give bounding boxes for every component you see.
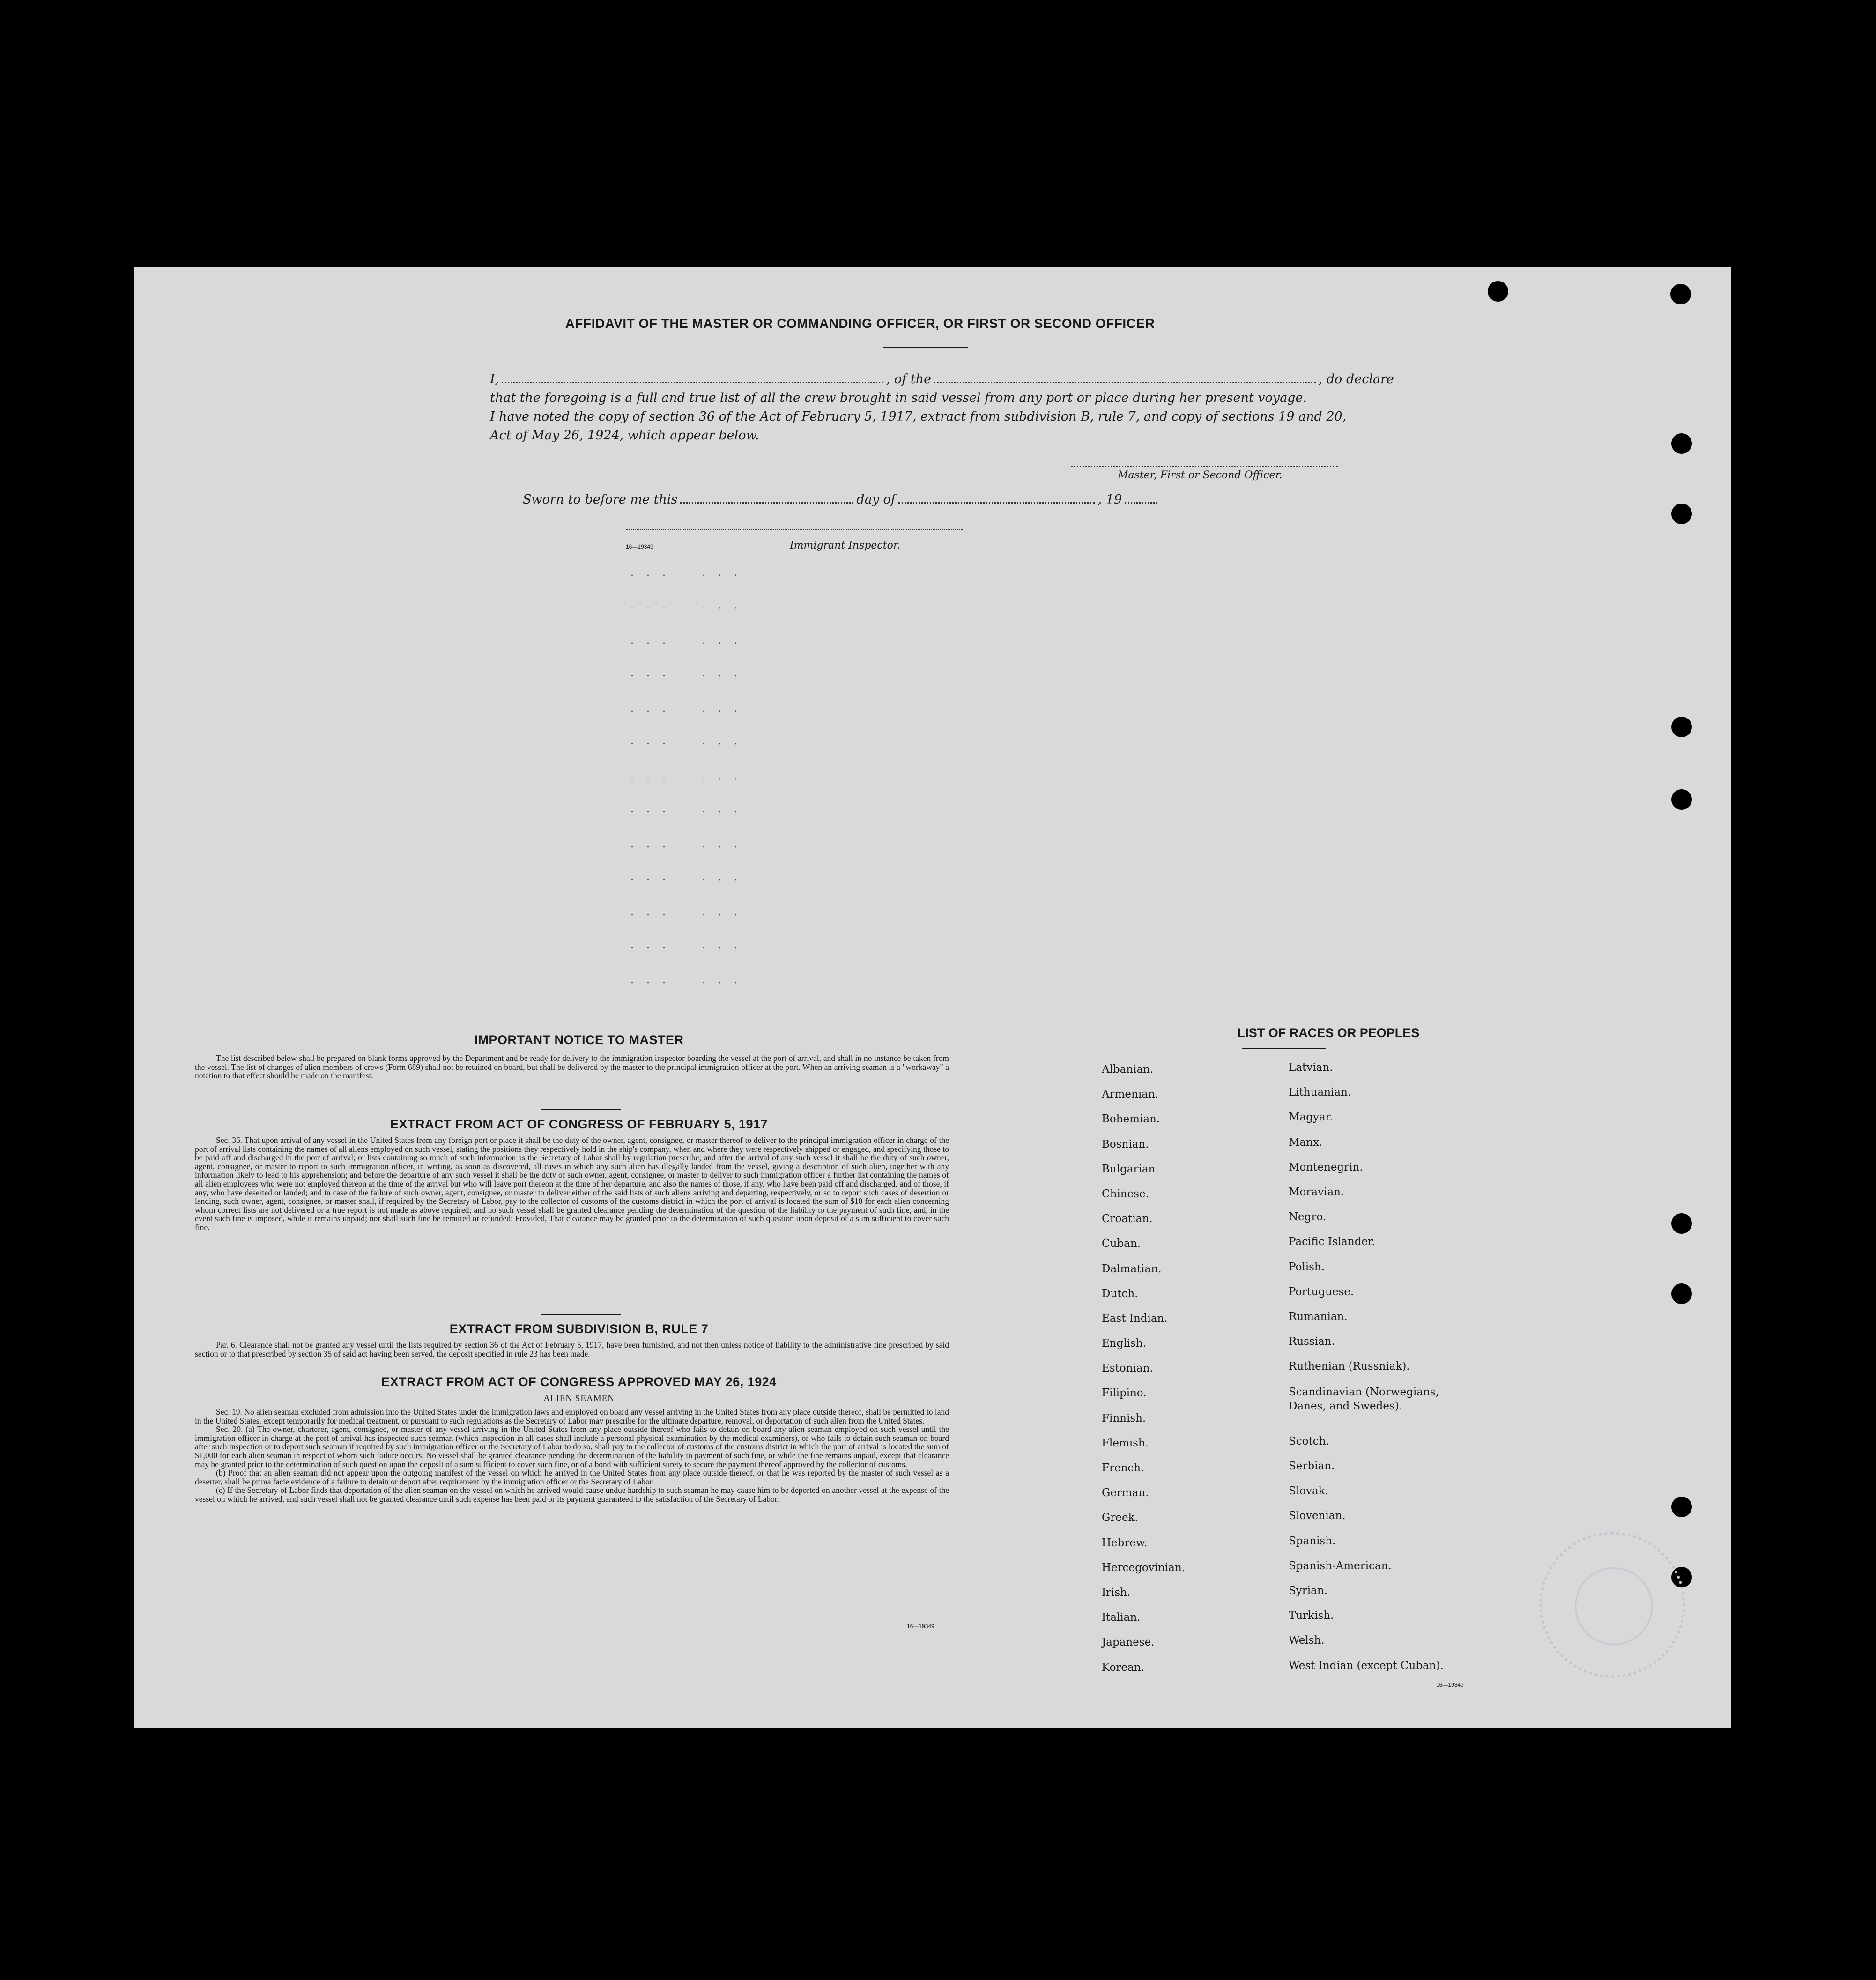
- sec-19-paragraph: Sec. 19. No alien seaman excluded from admission into the United States under the immigration laws and employed on board any vessel arriving in the United States from any place outside thereof, shall be permitted to land in the United States, except temporarily for medical treatment, or pursuant to such regulations as the Secretary of Labor may prescribe for the ultimate departure, removal, or deportation of such alien from the United States.: [195, 1407, 949, 1425]
- document-sheet: [134, 267, 1731, 1728]
- race-item: Korean.: [1102, 1661, 1144, 1674]
- sec-20b-paragraph: (b) Proof that an alien seaman did not appear upon the outgoing manifest of the vessel on which he arrived in the United States from any place outside thereof, or that he was reported by the master of such vessel as a deserter, shall be prima facie evidence of a failure to detain or deport after requirement by the immigration officer or the Secretary of Labor.: [195, 1468, 949, 1486]
- race-item: Syrian.: [1289, 1584, 1327, 1597]
- extract-1917-title: EXTRACT FROM ACT OF CONGRESS OF FEBRUARY 5, 1917: [390, 1117, 768, 1131]
- race-item: Bosnian.: [1102, 1138, 1149, 1150]
- race-item: Hercegovinian.: [1102, 1561, 1186, 1574]
- race-item: Irish.: [1102, 1586, 1131, 1599]
- decl-line-3: I have noted the copy of section 36 of the Act of February 5, 1917, extract from subdivision B, rule 7, and copy of sections 19 and 20,: [490, 409, 1347, 424]
- race-item: Negro.: [1289, 1211, 1327, 1224]
- dot-column: . . . . . .: [630, 838, 742, 850]
- race-item: Magyar.: [1289, 1111, 1333, 1124]
- race-item: Dutch.: [1102, 1287, 1138, 1300]
- punch-hole: [1671, 433, 1692, 454]
- affidavit-declaration: [490, 370, 1394, 445]
- race-item: Scandinavian (Norwegians, Danes, and Swedes).: [1289, 1386, 1439, 1413]
- par-6-paragraph: Par. 6. Clearance shall not be granted any vessel until the lists required by section 36 of the Act of February 5, 1917, have been furnished, and not then unless notice of liability to the administrative fine prescribed by said section or to that prescribed by section 35 of said act having been served, the deposit specified in rule 23 has been made.: [195, 1340, 949, 1358]
- race-item: Croatian.: [1102, 1213, 1153, 1225]
- dot-column: . . . . . .: [630, 906, 742, 918]
- sworn-month-blank: [898, 491, 1095, 504]
- race-item: Estonian.: [1102, 1362, 1153, 1375]
- vessel-blank: [934, 371, 1316, 383]
- sworn-year: , 19: [1097, 492, 1122, 507]
- decl-of: , of the: [886, 372, 932, 386]
- sec-20c-paragraph: (c) If the Secretary of Labor finds that deportation of the alien seaman on the vessel on which he arrived would cause undue hardship to such seaman he may cause him to be deported on another vessel at the expense of the vessel on which he arrived, and such vessel shall not be granted clearance until such expense has been paid or its payment guaranteed to the satisfaction of the Secretary of Labor.: [195, 1485, 949, 1504]
- race-item: Welsh.: [1289, 1634, 1325, 1647]
- race-item: Latvian.: [1289, 1061, 1333, 1074]
- extract-rule7-title: EXTRACT FROM SUBDIVISION B, RULE 7: [449, 1322, 709, 1336]
- sworn-line: [523, 491, 1179, 507]
- race-item: Rumanian.: [1289, 1310, 1348, 1323]
- extract-rule7-text: [195, 1341, 949, 1358]
- race-item: Scotch.: [1289, 1435, 1329, 1447]
- affidavit-title: AFFIDAVIT OF THE MASTER OR COMMANDING OFFICER, OR FIRST OR SECOND OFFICER: [565, 316, 1155, 331]
- decl-line-2: that the foregoing is a full and true list of all the crew brought in said vessel from any port or place during her present voyage.: [490, 391, 1307, 405]
- race-item: Italian.: [1102, 1611, 1141, 1624]
- race-item: Greek.: [1102, 1512, 1138, 1524]
- dot-column: . . . . . .: [630, 635, 742, 646]
- race-item: Cuban.: [1102, 1238, 1141, 1250]
- race-item: Slovenian.: [1289, 1510, 1346, 1522]
- embossed-seal: [1539, 1532, 1685, 1678]
- race-item: Manx.: [1289, 1136, 1323, 1149]
- race-item: German.: [1102, 1487, 1149, 1499]
- race-item: Moravian.: [1289, 1186, 1344, 1198]
- form-number: 16—19349: [907, 1623, 934, 1630]
- dot-column: . . . . . .: [630, 735, 742, 747]
- inspector-label: Immigrant Inspector.: [790, 540, 900, 551]
- punch-hole: [1670, 284, 1691, 304]
- dot-column: . . . . . .: [630, 939, 742, 951]
- form-number: 16—19349: [626, 543, 653, 550]
- race-item: Filipino.: [1102, 1387, 1147, 1400]
- inspector-line: [626, 529, 963, 530]
- punch-hole: [1671, 789, 1692, 810]
- race-item: Pacific Islander.: [1289, 1236, 1375, 1248]
- race-item: Polish.: [1289, 1261, 1325, 1273]
- punch-hole: [1671, 504, 1692, 524]
- race-item: Russian.: [1289, 1335, 1335, 1348]
- divider: [541, 1109, 621, 1110]
- race-item: Bulgarian.: [1102, 1163, 1159, 1175]
- race-item: Portuguese.: [1289, 1285, 1354, 1298]
- dot-column: . . . . . .: [630, 567, 742, 578]
- punch-hole: [1671, 717, 1692, 737]
- decl-line-4: Act of May 26, 1924, which appear below.: [490, 428, 759, 443]
- punch-hole: [1488, 281, 1508, 302]
- race-item: Flemish.: [1102, 1437, 1149, 1449]
- race-item: West Indian (except Cuban).: [1289, 1659, 1444, 1672]
- punch-hole: [1671, 1213, 1692, 1234]
- race-item: Slovak.: [1289, 1485, 1328, 1498]
- race-item: Armenian.: [1102, 1088, 1159, 1101]
- notice-title: IMPORTANT NOTICE TO MASTER: [474, 1033, 684, 1047]
- sec-36-paragraph: Sec. 36. That upon arrival of any vessel in the United States from any foreign port or place it shall be the duty of the owner, agent, consignee, or master thereof to deliver to the principal immigration officer in charge of the port of arrival lists containing the names of all aliens employed on such vessel, stating the positions they respectively hold in the ship's company, when and where they were respectively shipped or engaged, and specifying those to be paid off and discharged in the port of arrival; or lists containing so much of such information as the Secretary of Labor shall by regulation prescribe; and after the arrival of any such vessel it shall be the duty of such owner, agent, consignee, or master to report to such immigration officer, in writing, as soon as discovered, all cases in which any such alien has illegally landed from the vessel, giving a description of such alien, together with any information likely to lead to his apprehension; and before the departure of any such vessel it shall be the duty of such owner, agent, consignee, or master to deliver to such immigration officer a further list containing the names of all alien employees who were not employed thereon at the time of the arrival but who will leave port thereon at the time of her departure, and also the names of those, if any, who have been paid off and discharged, and of those, if any, who have deserted or landed; and in case of the failure of such owner, agent, consignee, or master to deliver either of the said lists of such aliens arriving and departing, respectively, or so to report such cases of desertion or landing, such owner, agent, consignee, or master shall, if required by the Secretary of Labor, pay to the collector of customs of the customs district in which the port of arrival is located the sum of $10 for each alien concerning whom correct lists are not delivered or a true report is not made as above required; and no such vessel shall be granted clearance pending the determination of the question of the liability to the payment of such fine, and, in the event such fine is imposed, while it remains unpaid; nor shall such fine be remitted or refunded: Provided, That clearance may be granted prior to the determination of such question upon deposit of a sum sufficient to cover such fine.: [195, 1135, 949, 1232]
- race-item: Lithuanian.: [1289, 1086, 1351, 1099]
- name-blank: [502, 371, 883, 383]
- race-item: Serbian.: [1289, 1460, 1335, 1473]
- divider: [1242, 1048, 1326, 1049]
- race-item: English.: [1102, 1337, 1146, 1350]
- punch-hole: [1671, 1283, 1692, 1304]
- divider: [883, 347, 968, 348]
- race-item: Spanish-American.: [1289, 1559, 1392, 1572]
- signature-label: Master, First or Second Officer.: [1118, 469, 1283, 481]
- dot-column: . . . . . .: [630, 974, 742, 986]
- race-item: Finnish.: [1102, 1412, 1146, 1424]
- divider: [541, 1314, 621, 1315]
- alien-seamen-subtitle: ALIEN SEAMEN: [543, 1394, 615, 1403]
- sec-20a-paragraph: Sec. 20. (a) The owner, charterer, agent, consignee, or master of any vessel arriving in the United States from any place outside thereof who fails to detain on board any alien seaman employed on such vessel until the immigration officer in charge at the port of arrival has inspected such seaman (which inspection in all cases shall include a personal physical examination by the medical examiners), or who fails to detain such seaman on board after such inspection or to deport such seaman if required by such immigration officer or the Secretary of Labor to do so, shall pay to the collector of customs of the customs district in which the port of arrival is located the sum of $1,000 for each alien seaman in respect of whom such failure occurs. No vessel shall be granted clearance pending the determination of the liability to payment of such fine, or while the fine remains unpaid, except that clearance may be granted prior to the determination of such question upon the deposit of a sum sufficient to cover such fine, or of a bond with sufficient surety to secure the payment thereof approved by the collector of customs.: [195, 1424, 949, 1469]
- dot-column: . . . . . .: [630, 703, 742, 714]
- race-item: Turkish.: [1289, 1609, 1334, 1622]
- race-item: Bohemian.: [1102, 1113, 1160, 1126]
- dot-column: . . . . . .: [630, 871, 742, 883]
- signature-line: [1071, 466, 1338, 467]
- sworn-day-blank: [680, 491, 853, 504]
- race-item: Japanese.: [1102, 1636, 1155, 1649]
- dot-column: . . . . . .: [630, 667, 742, 679]
- sworn-day: day of: [856, 492, 896, 507]
- race-item: Chinese.: [1102, 1187, 1149, 1200]
- sworn-year-blank: [1125, 491, 1157, 504]
- races-left-column: [1102, 1063, 1185, 1686]
- race-item: Dalmatian.: [1102, 1262, 1162, 1275]
- decl-declare: , do declare: [1318, 372, 1394, 386]
- race-item: Ruthenian (Russniak).: [1289, 1360, 1410, 1373]
- dot-column: . . . . . .: [630, 803, 742, 815]
- race-item: Spanish.: [1289, 1535, 1336, 1547]
- race-item: Montenegrin.: [1289, 1161, 1363, 1173]
- race-item: French.: [1102, 1462, 1144, 1474]
- race-item: Hebrew.: [1102, 1536, 1148, 1549]
- notice-paragraph: The list described below shall be prepared on blank forms approved by the Department and be ready for delivery to the immigration inspector boarding the vessel at the port of arrival, and shall in no instance be taken from the vessel. The list of changes of alien members of crews (Form 689) shall not be retained on board, but shall be delivered by the master to the principal immigration officer at the port. When an arriving seaman is a "workaway" a notation to that effect should be made on the manifest.: [195, 1053, 949, 1081]
- form-number: 16—19349: [1436, 1682, 1464, 1688]
- extract-1924-text: [195, 1408, 949, 1504]
- race-item: East Indian.: [1102, 1312, 1168, 1325]
- sworn-prefix: Sworn to before me this: [523, 492, 678, 507]
- dot-column: . . . . . .: [630, 600, 742, 611]
- extract-1917-text: [195, 1136, 949, 1232]
- decl-i: I,: [490, 372, 499, 386]
- notice-text: [195, 1054, 949, 1080]
- dot-column: . . . . . .: [630, 771, 742, 782]
- races-right-column: [1289, 1061, 1467, 1684]
- punch-hole: [1671, 1497, 1692, 1517]
- extract-1924-title: EXTRACT FROM ACT OF CONGRESS APPROVED MAY 26, 1924: [381, 1375, 777, 1389]
- races-title: LIST OF RACES OR PEOPLES: [1237, 1026, 1420, 1040]
- race-item: Albanian.: [1102, 1063, 1154, 1075]
